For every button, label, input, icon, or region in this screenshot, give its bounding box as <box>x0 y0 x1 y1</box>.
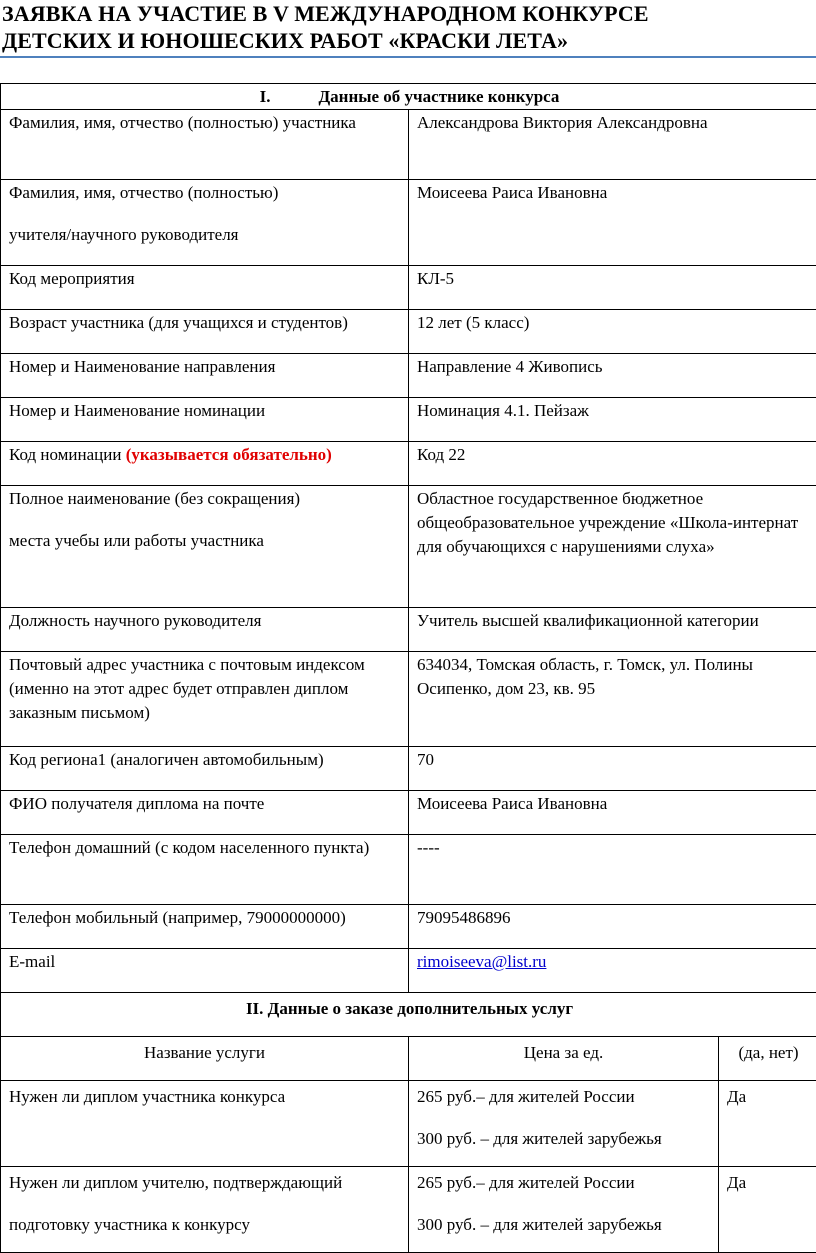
service-price <box>409 1081 719 1167</box>
service-price <box>409 1167 719 1253</box>
email-link[interactable]: rimoiseeva@list.ru <box>417 952 546 971</box>
row-label-line: Фамилия, имя, отчество (полностью) <box>9 181 400 205</box>
table-row <box>1 747 816 791</box>
table-row <box>1 266 816 310</box>
row-label <box>1 442 409 486</box>
row-label: Возраст участника (для учащихся и студентов) <box>1 310 409 354</box>
table-row <box>1 398 816 442</box>
service-row <box>1 1167 816 1253</box>
row-label: Фамилия, имя, отчество (полностью) участника <box>1 110 409 180</box>
service-answer: Да <box>719 1081 816 1167</box>
price-abroad: 300 руб. – для жителей зарубежья <box>417 1213 710 1237</box>
row-label: Телефон домашний (с кодом населенного пункта) <box>1 835 409 905</box>
service-table-header-row <box>1 1037 816 1081</box>
row-value: Учитель высшей квалификационной категории <box>409 608 816 652</box>
table-row <box>1 791 816 835</box>
row-label: E-mail <box>1 949 409 993</box>
row-label: Телефон мобильный (например, 79000000000) <box>1 905 409 949</box>
row-value: Моисеева Раиса Ивановна <box>409 791 816 835</box>
row-label: Код региона1 (аналогичен автомобильным) <box>1 747 409 791</box>
title-divider <box>0 56 816 58</box>
row-value: Направление 4 Живопись <box>409 354 816 398</box>
row-value: Александрова Виктория Александровна <box>409 110 816 180</box>
row-label <box>1 180 409 266</box>
table-row <box>1 354 816 398</box>
service-name-line: подготовку участника к конкурсу <box>9 1213 400 1237</box>
row-value <box>409 949 816 993</box>
row-value: 79095486896 <box>409 905 816 949</box>
title-line-2: ДЕТСКИХ И ЮНОШЕСКИХ РАБОТ «КРАСКИ ЛЕТА» <box>2 27 802 54</box>
service-row <box>1 1081 816 1167</box>
table-row <box>1 652 816 747</box>
price-abroad: 300 руб. – для жителей зарубежья <box>417 1127 710 1151</box>
table-row <box>1 608 816 652</box>
row-label: Почтовый адрес участника с почтовым индексом (именно на этот адрес будет отправлен диплом заказным письмом) <box>1 652 409 747</box>
row-value: 12 лет (5 класс) <box>409 310 816 354</box>
column-header-price: Цена за ед. <box>409 1037 719 1081</box>
table-row <box>1 949 816 993</box>
row-value: Код 22 <box>409 442 816 486</box>
service-answer: Да <box>719 1167 816 1253</box>
section-2-heading: II. Данные о заказе дополнительных услуг <box>1 993 816 1037</box>
row-label-line: учителя/научного руководителя <box>9 223 400 247</box>
section-1-heading <box>1 84 816 110</box>
table-row <box>1 905 816 949</box>
row-value: ---- <box>409 835 816 905</box>
row-value: КЛ-5 <box>409 266 816 310</box>
price-russia: 265 руб.– для жителей России <box>417 1085 710 1109</box>
table-row <box>1 835 816 905</box>
row-value: Номинация 4.1. Пейзаж <box>409 398 816 442</box>
section-1-title: Данные об участнике конкурса <box>318 87 559 106</box>
row-value: Областное государственное бюджетное общеобразовательное учреждение «Школа-интернат для обучающихся с нарушениями слуха» <box>409 486 816 608</box>
table-row <box>1 110 816 180</box>
section-1-header-row <box>1 84 816 110</box>
row-value: 634034, Томская область, г. Томск, ул. Полины Осипенко, дом 23, кв. 95 <box>409 652 816 747</box>
service-name-line: Нужен ли диплом учителю, подтверждающий <box>9 1171 400 1195</box>
row-label-line: Полное наименование (без сокращения) <box>9 487 400 511</box>
table-row <box>1 486 816 608</box>
application-form-table <box>0 83 816 1253</box>
row-label-text: Код номинации <box>9 445 126 464</box>
table-row <box>1 180 816 266</box>
service-name: Нужен ли диплом участника конкурса <box>1 1081 409 1167</box>
column-header-service: Название услуги <box>1 1037 409 1081</box>
row-label: Номер и Наименование номинации <box>1 398 409 442</box>
section-1-number: I. <box>260 85 271 109</box>
table-row <box>1 442 816 486</box>
document-title <box>2 0 802 54</box>
required-note: (указывается обязательно) <box>126 445 332 464</box>
service-name <box>1 1167 409 1253</box>
row-label-line: места учебы или работы участника <box>9 529 400 553</box>
row-label <box>1 486 409 608</box>
row-label: Номер и Наименование направления <box>1 354 409 398</box>
row-label: Код мероприятия <box>1 266 409 310</box>
row-value: 70 <box>409 747 816 791</box>
price-russia: 265 руб.– для жителей России <box>417 1171 710 1195</box>
row-value: Моисеева Раиса Ивановна <box>409 180 816 266</box>
table-row <box>1 310 816 354</box>
section-2-header-row <box>1 993 816 1037</box>
column-header-answer: (да, нет) <box>719 1037 816 1081</box>
row-label: ФИО получателя диплома на почте <box>1 791 409 835</box>
title-line-1: ЗАЯВКА НА УЧАСТИЕ В V МЕЖДУНАРОДНОМ КОНКУРСЕ <box>2 0 802 27</box>
row-label: Должность научного руководителя <box>1 608 409 652</box>
